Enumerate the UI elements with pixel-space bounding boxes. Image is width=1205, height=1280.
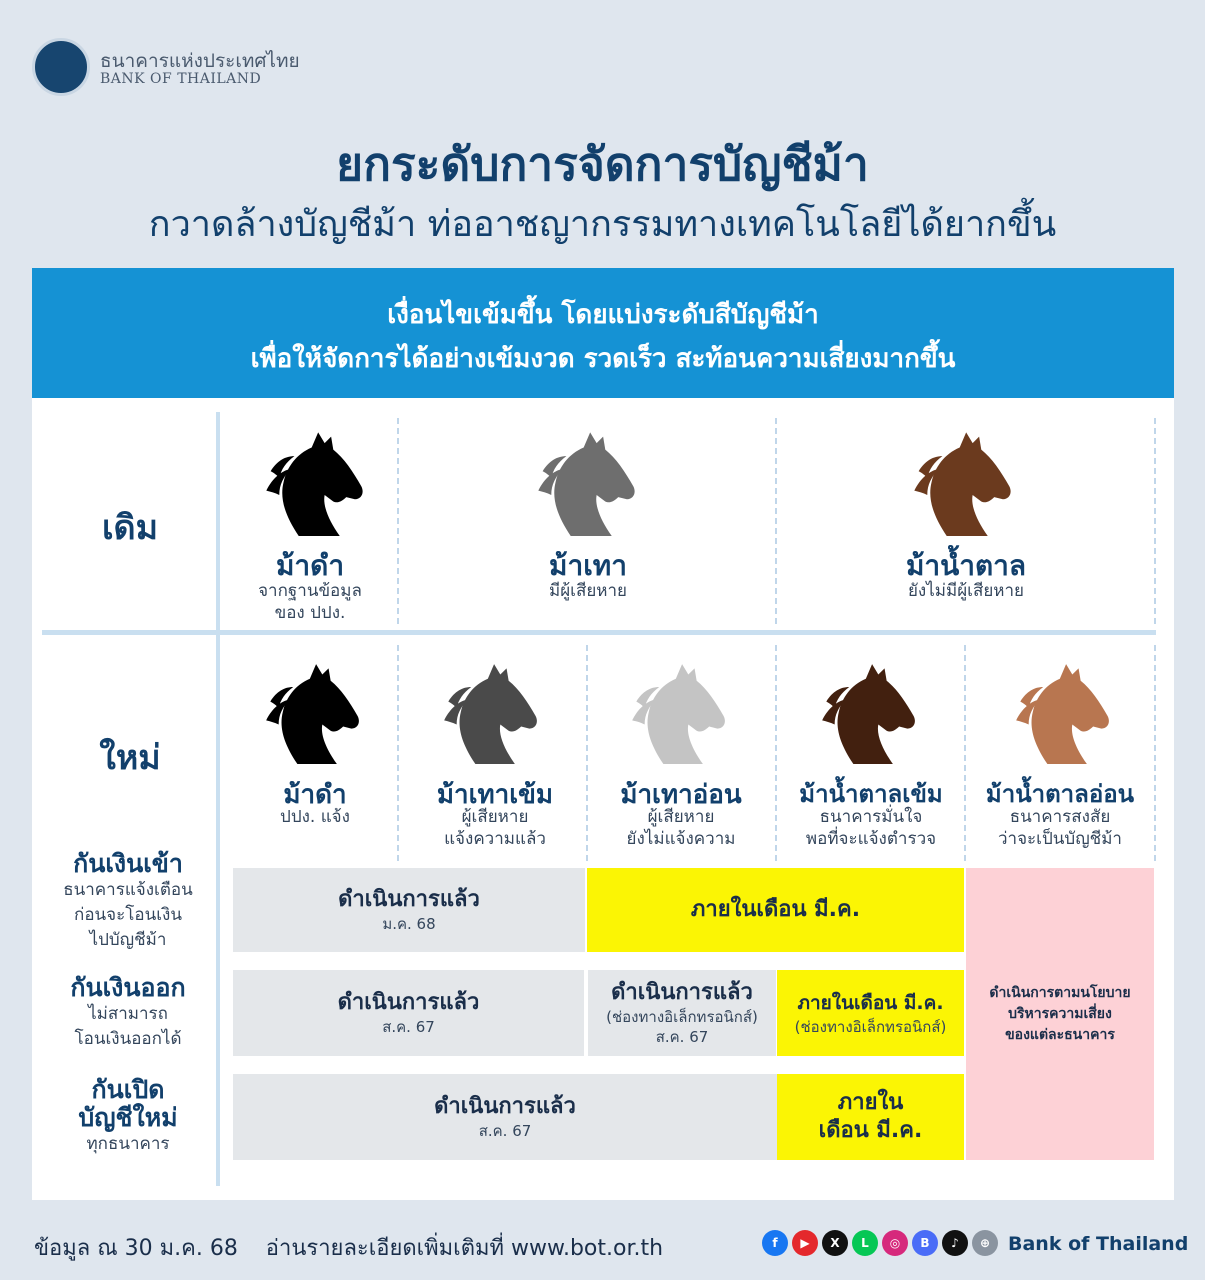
new-desc-dark-gray: ผู้เสียหาย แจ้งความแล้ว: [444, 807, 546, 849]
dash-divider: [397, 645, 399, 861]
measure-label-new-account: กันเปิด บัญชีใหม่ ทุกธนาคาร: [78, 1075, 178, 1154]
status-outgoing-done: ดำเนินการแล้ว ส.ค. 67: [233, 970, 584, 1056]
horse-icon-old-black: [262, 428, 370, 536]
org-name-en: BANK OF THAILAND: [100, 71, 262, 87]
row-divider: [42, 630, 1156, 635]
old-name-brown: ม้าน้ำตาล: [905, 549, 1027, 582]
status-outgoing-electronic-done: ดำเนินการแล้ว (ช่องทางอิเล็กทรอนิกส์) ส.ค. 67: [588, 970, 776, 1056]
new-name-light-brown: ม้าน้ำตาลอ่อน: [985, 780, 1135, 808]
banner-line-1: เงื่อนไขเข้มขึ้น โดยแบ่งระดับสีบัญชีม้า: [387, 300, 819, 330]
blockdit-icon[interactable]: B: [912, 1230, 938, 1256]
page-title: ยกระดับการจัดการบัญชีม้า: [336, 137, 869, 191]
status-incoming-march: ภายในเดือน มี.ค.: [587, 868, 964, 952]
horse-icon-new-black: [262, 660, 366, 764]
banner: [32, 268, 1174, 398]
status-outgoing-march: ภายในเดือน มี.ค. (ช่องทางอิเล็กทรอนิกส์): [777, 970, 964, 1056]
measure-label-outgoing: กันเงินออก ไม่สามารถ โอนเงินออกได้: [70, 973, 186, 1049]
facebook-icon[interactable]: f: [762, 1230, 788, 1256]
dash-divider: [1154, 418, 1156, 624]
horse-icon-new-light-gray: [628, 660, 732, 764]
new-desc-light-brown: ธนาคารสงสัย ว่าจะเป็นบัญชีม้า: [998, 807, 1122, 849]
new-name-black: ม้าดำ: [283, 780, 347, 810]
new-name-dark-gray: ม้าเทาเข้ม: [436, 780, 554, 810]
line-icon[interactable]: L: [852, 1230, 878, 1256]
new-name-light-gray: ม้าเทาอ่อน: [620, 780, 742, 810]
row-label-new: ใหม่: [99, 738, 161, 778]
banner-line-2: เพื่อให้จัดการได้อย่างเข้มงวด รวดเร็ว สะท้อนความเสี่ยงมากขึ้น: [250, 344, 956, 374]
row-label-old: เดิม: [101, 508, 159, 548]
footer-brand: Bank of Thailand: [1008, 1233, 1189, 1255]
status-bank-policy: ดำเนินการตามนโยบาย บริหารความเสี่ยง ของแต่ละธนาคาร: [966, 868, 1154, 1160]
status-new-account-done: ดำเนินการแล้ว ส.ค. 67: [233, 1074, 777, 1160]
dash-divider: [775, 418, 777, 624]
youtube-icon[interactable]: ▶: [792, 1230, 818, 1256]
globe-icon[interactable]: ⊕: [972, 1230, 998, 1256]
footer-info: ข้อมูล ณ 30 ม.ค. 68 อ่านรายละเอียดเพิ่มเติมที่ www.bot.or.th: [34, 1236, 664, 1261]
horse-icon-new-dark-gray: [440, 660, 544, 764]
new-desc-dark-brown: ธนาคารมั่นใจ พอที่จะแจ้งตำรวจ: [805, 807, 937, 849]
org-name-th: ธนาคารแห่งประเทศไทย: [100, 50, 300, 72]
horse-icon-old-gray: [534, 428, 642, 536]
horse-icon-new-light-brown: [1012, 660, 1116, 764]
tiktok-icon[interactable]: ♪: [942, 1230, 968, 1256]
new-name-dark-brown: ม้าน้ำตาลเข้ม: [799, 780, 943, 808]
measure-label-incoming: กันเงินเข้า ธนาคารแจ้งเตือน ก่อนจะโอนเงิน ไปบัญชีม้า: [63, 849, 193, 950]
x-icon[interactable]: X: [822, 1230, 848, 1256]
new-desc-black: ปปง. แจ้ง: [280, 807, 350, 827]
horse-icon-old-brown: [910, 428, 1018, 536]
horse-icon-new-dark-brown: [818, 660, 922, 764]
status-new-account-march: ภายใน เดือน มี.ค.: [777, 1074, 964, 1160]
status-incoming-done: ดำเนินการแล้ว ม.ค. 68: [233, 868, 585, 952]
old-desc-black: จากฐานข้อมูล ของ ปปง.: [258, 581, 362, 623]
old-desc-gray: มีผู้เสียหาย: [548, 581, 628, 601]
page-subtitle: กวาดล้างบัญชีม้า ท่ออาชญากรรมทางเทคโนโลยีได้ยากขึ้น: [148, 204, 1057, 245]
new-desc-light-gray: ผู้เสียหาย ยังไม่แจ้งความ: [626, 807, 736, 849]
bot-logo: [32, 38, 90, 96]
old-name-gray: ม้าเทา: [549, 549, 627, 582]
old-name-black: ม้าดำ: [275, 549, 345, 582]
old-desc-brown: ยังไม่มีผู้เสียหาย: [907, 581, 1025, 601]
instagram-icon[interactable]: ◎: [882, 1230, 908, 1256]
